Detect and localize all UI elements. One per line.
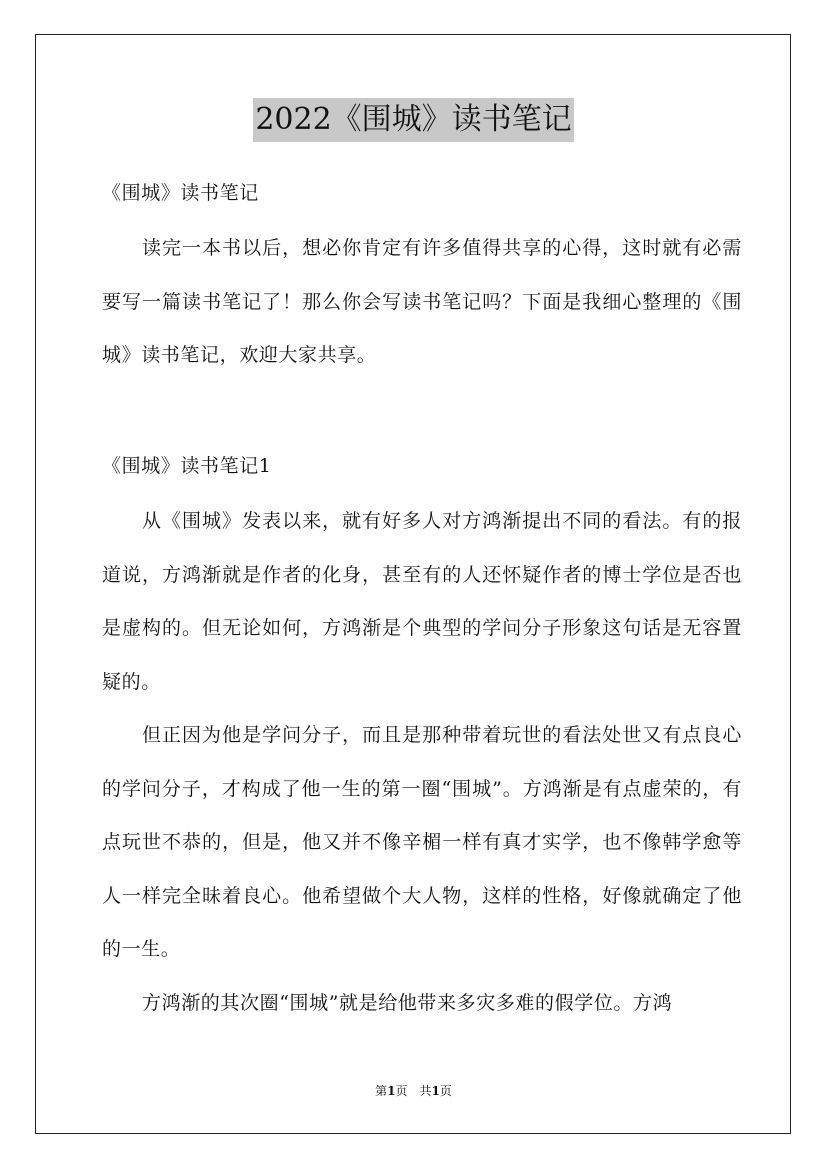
document-subtitle-block — [102, 181, 742, 205]
section-heading: 《围城》读书笔记1 — [102, 455, 272, 477]
footer-page-suffix: 页 — [439, 1084, 452, 1098]
intro-paragraph: 读完一本书以后，想必你肯定有许多值得共享的心得，这时就有必需要写一篇读书笔记了！那么你会写读书笔记吗？下面是我细心整理的《围城》读书笔记，欢迎大家共享。 — [102, 237, 742, 366]
section-body — [102, 495, 742, 1030]
document-title-text: 2022《围城》读书笔记 — [253, 98, 573, 142]
document-title — [0, 98, 827, 142]
footer-page-total: 1 — [431, 1084, 440, 1098]
body-paragraph-1: 从《围城》发表以来，就有好多人对方鸿渐提出不同的看法。有的报道说，方鸿渐就是作者的化身，甚至有的人还怀疑作者的博士学位是否也是虚构的。但无论如何，方鸿渐是个典型的学问分子形象这句话是无容置疑的。 — [102, 510, 742, 693]
body-paragraph-3: 方鸿渐的其次圈“围城”就是给他带来多灾多难的假学位。方鸿 — [142, 991, 673, 1014]
document-subtitle: 《围城》读书笔记 — [102, 182, 259, 204]
footer-page-mid: 页 共 — [395, 1084, 432, 1098]
page-footer — [0, 1083, 827, 1099]
intro-block — [102, 222, 742, 383]
footer-page-prefix: 第 — [375, 1084, 388, 1098]
body-paragraph-2: 但正因为他是学问分子，而且是那种带着玩世的看法处世又有点良心的学问分子，才构成了他一生的第一圈“围城”。方鸿渐是有点虚荣的，有点玩世不恭的，但是，他又并不像辛楣一样有真才实学，也不像韩学愈等人一样完全昧着良心。他希望做个大人物，这样的性格，好像就确定了他的一生。 — [102, 724, 742, 960]
footer-page-current: 1 — [387, 1084, 396, 1098]
section-heading-block — [102, 454, 742, 478]
